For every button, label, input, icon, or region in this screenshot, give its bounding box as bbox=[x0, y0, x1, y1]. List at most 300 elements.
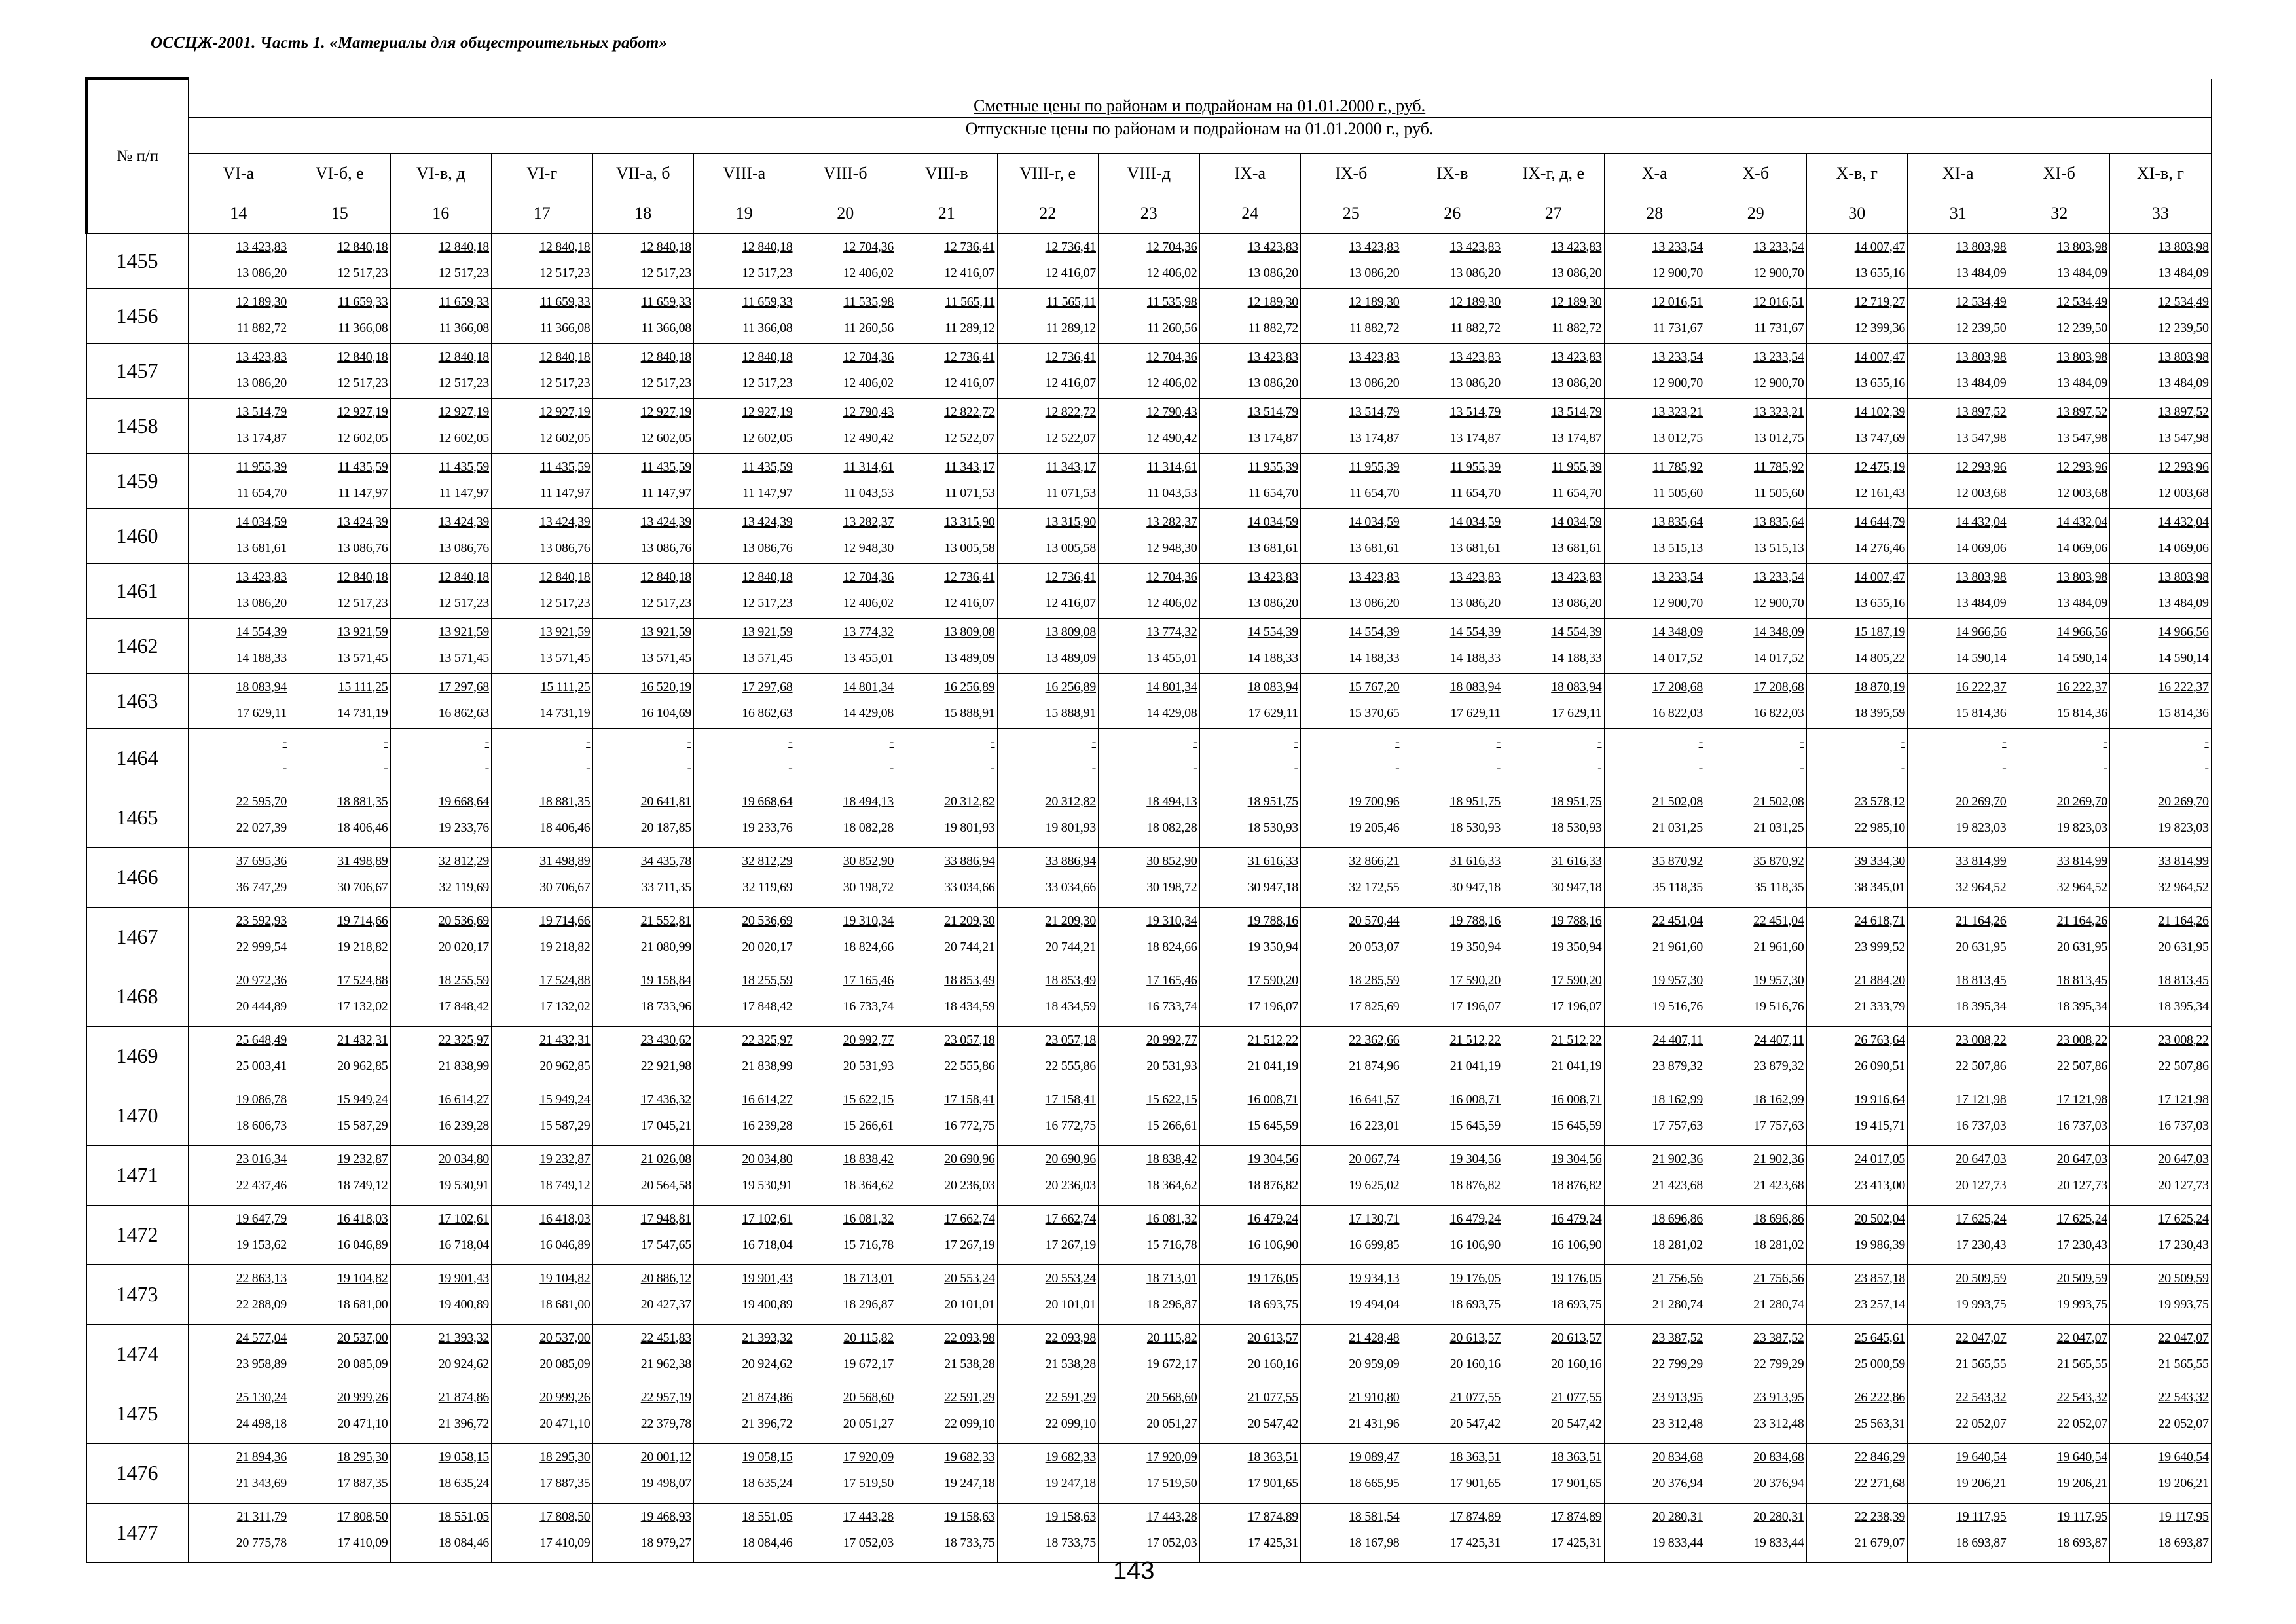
price-cell bbox=[1806, 907, 1908, 967]
release-price: 13 086,20 bbox=[1449, 265, 1501, 280]
column-number: 28 bbox=[1604, 194, 1705, 233]
price-cell bbox=[896, 728, 998, 788]
release-price: 19 247,18 bbox=[944, 1475, 995, 1490]
estimated-price: 24 407,11 bbox=[1652, 1032, 1703, 1047]
table-row bbox=[86, 788, 2211, 847]
estimated-price: 18 083,94 bbox=[236, 679, 287, 694]
release-price: 20 236,03 bbox=[1045, 1177, 1096, 1192]
price-cell bbox=[2110, 1503, 2212, 1562]
estimated-price: - bbox=[2204, 734, 2209, 749]
estimated-price: 14 554,39 bbox=[1551, 624, 1602, 639]
release-price: 12 416,07 bbox=[944, 265, 995, 280]
release-price: - bbox=[889, 760, 894, 775]
estimated-price: 17 625,24 bbox=[2158, 1211, 2209, 1226]
release-price: 18 876,82 bbox=[1449, 1177, 1501, 1192]
release-price: 21 396,72 bbox=[742, 1416, 793, 1431]
estimated-price: 19 640,54 bbox=[2056, 1449, 2107, 1464]
price-cell bbox=[694, 398, 795, 453]
release-price: 12 602,05 bbox=[438, 430, 489, 445]
estimated-price: 13 315,90 bbox=[944, 514, 995, 529]
estimated-price: 24 017,05 bbox=[1854, 1151, 1905, 1166]
estimated-price: 11 659,33 bbox=[337, 294, 388, 309]
price-cell bbox=[1908, 453, 2009, 508]
price-cell bbox=[1806, 453, 1908, 508]
estimated-price: 23 592,93 bbox=[236, 913, 287, 928]
release-price: 19 823,03 bbox=[2158, 820, 2209, 835]
estimated-price: 13 921,59 bbox=[539, 624, 591, 639]
price-cell bbox=[1402, 453, 1503, 508]
estimated-price: 13 423,83 bbox=[1247, 239, 1298, 254]
estimated-price: 12 719,27 bbox=[1854, 294, 1905, 309]
release-price: 12 517,23 bbox=[438, 595, 489, 610]
release-price: 16 106,90 bbox=[1449, 1237, 1501, 1252]
price-cell bbox=[289, 1384, 391, 1443]
estimated-price: 12 736,41 bbox=[944, 239, 995, 254]
estimated-price: 17 208,68 bbox=[1652, 679, 1703, 694]
estimated-price: 13 921,59 bbox=[337, 624, 388, 639]
price-cell bbox=[289, 728, 391, 788]
estimated-price: - bbox=[1800, 734, 1804, 749]
price-cell bbox=[592, 233, 694, 288]
price-cell bbox=[1908, 1205, 2009, 1264]
estimated-price: 33 886,94 bbox=[944, 853, 995, 868]
price-cell bbox=[1806, 788, 1908, 847]
price-cell bbox=[1199, 673, 1301, 728]
release-price: 12 517,23 bbox=[337, 595, 388, 610]
price-cell bbox=[390, 508, 492, 563]
price-cell bbox=[390, 907, 492, 967]
release-price: 13 547,98 bbox=[2158, 430, 2209, 445]
price-cell bbox=[1199, 563, 1301, 618]
price-cell bbox=[2009, 967, 2110, 1026]
estimated-price: - bbox=[484, 734, 489, 749]
price-cell bbox=[896, 563, 998, 618]
row-number: 1466 bbox=[86, 847, 188, 907]
estimated-price: 12 189,30 bbox=[1449, 294, 1501, 309]
release-price: 19 516,76 bbox=[1753, 999, 1804, 1014]
release-price: 12 003,68 bbox=[1956, 485, 2007, 500]
release-price: 12 416,07 bbox=[1045, 595, 1096, 610]
price-cell bbox=[896, 1145, 998, 1205]
price-cell bbox=[592, 1443, 694, 1503]
estimated-price: 33 814,99 bbox=[1956, 853, 2007, 868]
estimated-price: 22 543,32 bbox=[2056, 1390, 2107, 1405]
release-price: 21 431,96 bbox=[1349, 1416, 1400, 1431]
price-cell bbox=[1301, 1086, 1402, 1145]
release-price: 13 681,61 bbox=[1551, 540, 1602, 555]
price-cell bbox=[1908, 1503, 2009, 1562]
row-number: 1469 bbox=[86, 1026, 188, 1086]
price-cell bbox=[1503, 453, 1605, 508]
estimated-price: 19 682,33 bbox=[1045, 1449, 1096, 1464]
estimated-price: 11 565,11 bbox=[1046, 294, 1096, 309]
release-price: 15 716,78 bbox=[843, 1237, 894, 1252]
release-price: 13 484,09 bbox=[2056, 375, 2107, 390]
column-header: X-б bbox=[1705, 153, 1807, 194]
price-cell bbox=[1503, 343, 1605, 398]
price-cell bbox=[997, 967, 1099, 1026]
release-price: 18 606,73 bbox=[236, 1118, 287, 1133]
release-price: 11 654,70 bbox=[1349, 485, 1400, 500]
estimated-price: 15 111,25 bbox=[540, 679, 591, 694]
price-cell bbox=[997, 563, 1099, 618]
estimated-price: 15 949,24 bbox=[539, 1092, 591, 1107]
price-cell bbox=[896, 453, 998, 508]
price-cell bbox=[2009, 1145, 2110, 1205]
price-cell bbox=[1604, 453, 1705, 508]
release-price: 22 271,68 bbox=[1854, 1475, 1905, 1490]
release-price: 17 196,07 bbox=[1449, 999, 1501, 1014]
estimated-price: 14 432,04 bbox=[2056, 514, 2107, 529]
price-cell bbox=[2009, 1503, 2110, 1562]
estimated-price: 11 659,33 bbox=[539, 294, 591, 309]
release-price: 18 749,12 bbox=[337, 1177, 388, 1192]
page-number: 143 bbox=[1113, 1557, 1155, 1585]
estimated-price: 21 077,55 bbox=[1449, 1390, 1501, 1405]
estimated-price: 20 280,31 bbox=[1753, 1509, 1804, 1524]
release-price: 19 206,21 bbox=[2056, 1475, 2107, 1490]
table-row bbox=[86, 967, 2211, 1026]
price-cell bbox=[795, 1384, 896, 1443]
release-price: 12 517,23 bbox=[539, 595, 591, 610]
price-cell bbox=[492, 1026, 593, 1086]
price-cell bbox=[390, 728, 492, 788]
estimated-price: 16 222,37 bbox=[2158, 679, 2209, 694]
release-price: 11 289,12 bbox=[1046, 320, 1096, 335]
release-price: 20 962,85 bbox=[337, 1058, 388, 1073]
estimated-price: 14 432,04 bbox=[1956, 514, 2007, 529]
release-price: 15 645,59 bbox=[1551, 1118, 1602, 1133]
estimated-price: 19 682,33 bbox=[944, 1449, 995, 1464]
price-cell bbox=[1908, 398, 2009, 453]
estimated-price: 13 921,59 bbox=[640, 624, 691, 639]
estimated-price: 20 536,69 bbox=[438, 913, 489, 928]
estimated-price: 11 955,39 bbox=[1551, 459, 1602, 474]
release-price: 13 086,76 bbox=[539, 540, 591, 555]
price-cell bbox=[1301, 233, 1402, 288]
price-cell bbox=[188, 673, 289, 728]
release-price: 16 733,74 bbox=[1146, 999, 1197, 1014]
estimated-price: 18 581,54 bbox=[1349, 1509, 1400, 1524]
estimated-price: 20 536,69 bbox=[742, 913, 793, 928]
estimated-price: 18 838,42 bbox=[1146, 1151, 1197, 1166]
release-price: 21 280,74 bbox=[1753, 1297, 1804, 1312]
release-price: 22 985,10 bbox=[1854, 820, 1905, 835]
estimated-price: 19 700,96 bbox=[1349, 794, 1400, 809]
estimated-price: 21 209,30 bbox=[944, 913, 995, 928]
release-price: - bbox=[1294, 760, 1298, 775]
price-cell bbox=[390, 398, 492, 453]
column-header: VI-б, е bbox=[289, 153, 391, 194]
column-header: VI-г bbox=[492, 153, 593, 194]
estimated-price: 12 840,18 bbox=[337, 239, 388, 254]
price-cell bbox=[694, 453, 795, 508]
estimated-price: 13 423,83 bbox=[1449, 239, 1501, 254]
table-row bbox=[86, 508, 2211, 563]
release-price: 16 106,90 bbox=[1247, 1237, 1298, 1252]
row-number: 1465 bbox=[86, 788, 188, 847]
price-cell bbox=[795, 1026, 896, 1086]
price-cell bbox=[188, 398, 289, 453]
price-cell bbox=[2110, 1443, 2212, 1503]
estimated-price: 17 165,46 bbox=[1146, 972, 1197, 987]
estimated-price: 20 553,24 bbox=[944, 1270, 995, 1285]
estimated-price: 16 614,27 bbox=[742, 1092, 793, 1107]
release-price: 13 681,61 bbox=[1449, 540, 1501, 555]
estimated-price: 16 614,27 bbox=[438, 1092, 489, 1107]
price-cell bbox=[1503, 1324, 1605, 1384]
price-cell bbox=[289, 1086, 391, 1145]
price-cell bbox=[492, 673, 593, 728]
release-price: 12 517,23 bbox=[742, 595, 793, 610]
release-price: 11 366,08 bbox=[439, 320, 489, 335]
estimated-price: 18 881,35 bbox=[337, 794, 388, 809]
estimated-price: 11 435,59 bbox=[439, 459, 489, 474]
price-cell bbox=[390, 847, 492, 907]
price-cell bbox=[2009, 563, 2110, 618]
release-price: 16 718,04 bbox=[742, 1237, 793, 1252]
price-cell bbox=[1908, 343, 2009, 398]
release-price: 11 071,53 bbox=[944, 485, 995, 500]
release-price: 20 471,10 bbox=[337, 1416, 388, 1431]
price-cell bbox=[1908, 1324, 2009, 1384]
release-price: 13 655,16 bbox=[1854, 265, 1905, 280]
release-price: 12 416,07 bbox=[1045, 265, 1096, 280]
release-price: 18 082,28 bbox=[1146, 820, 1197, 835]
estimated-price: 19 304,56 bbox=[1551, 1151, 1602, 1166]
price-cell bbox=[492, 343, 593, 398]
estimated-price: 31 616,33 bbox=[1449, 853, 1501, 868]
estimated-price: 20 034,80 bbox=[742, 1151, 793, 1166]
price-cell bbox=[997, 1443, 1099, 1503]
price-cell bbox=[694, 1145, 795, 1205]
release-price: 12 490,42 bbox=[843, 430, 894, 445]
price-cell bbox=[1402, 233, 1503, 288]
release-price: 22 921,98 bbox=[640, 1058, 691, 1073]
release-price: 19 833,44 bbox=[1753, 1535, 1804, 1550]
price-cell bbox=[1402, 907, 1503, 967]
price-cell bbox=[1705, 1324, 1807, 1384]
column-number: 21 bbox=[896, 194, 998, 233]
price-cell bbox=[1705, 1503, 1807, 1562]
estimated-price: 17 808,50 bbox=[539, 1509, 591, 1524]
release-price: 12 517,23 bbox=[539, 375, 591, 390]
price-cell bbox=[997, 907, 1099, 967]
price-cell bbox=[1199, 233, 1301, 288]
estimated-price: 21 077,55 bbox=[1247, 1390, 1298, 1405]
estimated-price: 11 955,39 bbox=[236, 459, 287, 474]
price-cell bbox=[1705, 907, 1807, 967]
release-price: 22 555,86 bbox=[1045, 1058, 1096, 1073]
release-price: 11 071,53 bbox=[1046, 485, 1096, 500]
release-price: 32 119,69 bbox=[742, 879, 793, 895]
price-cell bbox=[896, 1324, 998, 1384]
estimated-price: 17 443,28 bbox=[843, 1509, 894, 1524]
price-cell bbox=[1604, 563, 1705, 618]
price-cell bbox=[1604, 1384, 1705, 1443]
estimated-price: 17 662,74 bbox=[944, 1211, 995, 1226]
estimated-price: 17 443,28 bbox=[1146, 1509, 1197, 1524]
release-price: 13 086,20 bbox=[236, 375, 287, 390]
price-cell bbox=[592, 343, 694, 398]
price-cell bbox=[1604, 508, 1705, 563]
price-cell bbox=[289, 907, 391, 967]
estimated-price: 17 436,32 bbox=[640, 1092, 691, 1107]
estimated-price: 12 840,18 bbox=[742, 569, 793, 584]
price-cell bbox=[896, 233, 998, 288]
release-price: 14 731,19 bbox=[337, 705, 388, 720]
price-cell bbox=[1503, 398, 1605, 453]
price-cell bbox=[188, 907, 289, 967]
estimated-price: 21 756,56 bbox=[1753, 1270, 1804, 1285]
price-cell bbox=[1908, 1086, 2009, 1145]
estimated-price: 12 840,18 bbox=[438, 569, 489, 584]
estimated-price: 17 874,89 bbox=[1551, 1509, 1602, 1524]
price-cell bbox=[1908, 1384, 2009, 1443]
price-cell bbox=[1604, 788, 1705, 847]
estimated-price: 22 863,13 bbox=[236, 1270, 287, 1285]
price-cell bbox=[694, 967, 795, 1026]
estimated-price: 18 696,86 bbox=[1652, 1211, 1703, 1226]
estimated-price: 18 551,05 bbox=[742, 1509, 793, 1524]
estimated-price: 13 514,79 bbox=[236, 404, 287, 419]
price-cell bbox=[1199, 1264, 1301, 1324]
estimated-price: 19 104,82 bbox=[337, 1270, 388, 1285]
release-price: 15 814,36 bbox=[1956, 705, 2007, 720]
price-cell bbox=[289, 1205, 391, 1264]
estimated-price: 13 803,98 bbox=[2056, 349, 2107, 364]
price-cell bbox=[1503, 563, 1605, 618]
release-price: 12 602,05 bbox=[640, 430, 691, 445]
release-price: 20 547,42 bbox=[1449, 1416, 1501, 1431]
column-number: 16 bbox=[390, 194, 492, 233]
row-number: 1470 bbox=[86, 1086, 188, 1145]
estimated-price: 15 949,24 bbox=[337, 1092, 388, 1107]
release-price: 12 517,23 bbox=[438, 265, 489, 280]
release-price: 20 127,73 bbox=[1956, 1177, 2007, 1192]
estimated-price: 20 570,44 bbox=[1349, 913, 1400, 928]
estimated-price: 23 008,22 bbox=[2158, 1032, 2209, 1047]
release-price: 19 218,82 bbox=[337, 939, 388, 954]
estimated-price: 16 222,37 bbox=[2056, 679, 2107, 694]
price-cell bbox=[1604, 967, 1705, 1026]
price-cell bbox=[1503, 1264, 1605, 1324]
estimated-price: 12 189,30 bbox=[236, 294, 287, 309]
release-price: 21 031,25 bbox=[1753, 820, 1804, 835]
estimated-price: 18 813,45 bbox=[2056, 972, 2107, 987]
release-price: 17 230,43 bbox=[1956, 1237, 2007, 1252]
column-header: VIII-в bbox=[896, 153, 998, 194]
release-price: 18 693,75 bbox=[1449, 1297, 1501, 1312]
release-price: 13 484,09 bbox=[1956, 265, 2007, 280]
estimated-price: 13 774,32 bbox=[1146, 624, 1197, 639]
price-cell bbox=[795, 673, 896, 728]
release-price: 13 005,58 bbox=[1045, 540, 1096, 555]
release-price: 19 350,94 bbox=[1449, 939, 1501, 954]
release-price: 19 400,89 bbox=[742, 1297, 793, 1312]
release-price: 19 833,44 bbox=[1652, 1535, 1703, 1550]
estimated-price: 22 595,70 bbox=[236, 794, 287, 809]
release-price: 17 757,63 bbox=[1652, 1118, 1703, 1133]
estimated-price: 15 111,25 bbox=[338, 679, 388, 694]
estimated-price: 21 209,30 bbox=[1045, 913, 1096, 928]
estimated-price: 12 840,18 bbox=[640, 569, 691, 584]
estimated-price: 19 916,64 bbox=[1854, 1092, 1905, 1107]
estimated-price: 12 736,41 bbox=[1045, 569, 1096, 584]
price-cell bbox=[1301, 398, 1402, 453]
price-cell bbox=[592, 1324, 694, 1384]
estimated-price: 14 801,34 bbox=[843, 679, 894, 694]
estimated-price: 12 840,18 bbox=[539, 239, 591, 254]
price-cell bbox=[1503, 618, 1605, 673]
price-cell bbox=[1199, 1026, 1301, 1086]
estimated-price: 12 840,18 bbox=[337, 569, 388, 584]
estimated-price: 11 659,33 bbox=[641, 294, 691, 309]
estimated-price: 17 920,09 bbox=[1146, 1449, 1197, 1464]
estimated-price: 12 189,30 bbox=[1551, 294, 1602, 309]
column-header: VI-в, д bbox=[390, 153, 492, 194]
price-cell bbox=[188, 1086, 289, 1145]
release-price: 19 993,75 bbox=[1956, 1297, 2007, 1312]
estimated-price: 21 502,08 bbox=[1753, 794, 1804, 809]
release-price: 22 555,86 bbox=[944, 1058, 995, 1073]
row-number: 1471 bbox=[86, 1145, 188, 1205]
release-price: 13 484,09 bbox=[2158, 265, 2209, 280]
price-cell bbox=[1705, 1264, 1807, 1324]
release-price: 17 267,19 bbox=[1045, 1237, 1096, 1252]
release-price: 19 672,17 bbox=[1146, 1356, 1197, 1371]
release-price: 17 410,09 bbox=[539, 1535, 591, 1550]
release-price: 15 370,65 bbox=[1349, 705, 1400, 720]
release-price: 12 517,23 bbox=[640, 375, 691, 390]
release-price: 19 530,91 bbox=[438, 1177, 489, 1192]
release-price: 13 086,20 bbox=[236, 595, 287, 610]
column-number: 33 bbox=[2110, 194, 2212, 233]
release-price: 18 530,93 bbox=[1247, 820, 1298, 835]
estimated-price: 25 130,24 bbox=[236, 1390, 287, 1405]
price-cell bbox=[289, 1503, 391, 1562]
release-price: 17 045,21 bbox=[640, 1118, 691, 1133]
release-price: 13 484,09 bbox=[2056, 265, 2107, 280]
estimated-price: 14 007,47 bbox=[1854, 349, 1905, 364]
table-row bbox=[86, 1264, 2211, 1324]
release-price: 13 012,75 bbox=[1753, 430, 1804, 445]
price-cell bbox=[1402, 343, 1503, 398]
price-cell bbox=[2009, 453, 2110, 508]
price-cell bbox=[2110, 1384, 2212, 1443]
price-cell bbox=[1806, 1384, 1908, 1443]
release-price: 13 489,09 bbox=[944, 650, 995, 665]
estimated-price: 18 870,19 bbox=[1854, 679, 1905, 694]
estimated-price: 12 840,18 bbox=[640, 239, 691, 254]
price-cell bbox=[1705, 233, 1807, 288]
estimated-price: 12 840,18 bbox=[438, 349, 489, 364]
estimated-price: 14 348,09 bbox=[1753, 624, 1804, 639]
price-cell bbox=[1301, 1443, 1402, 1503]
price-cell bbox=[390, 618, 492, 673]
release-price: 24 498,18 bbox=[236, 1416, 287, 1431]
release-price: 11 882,72 bbox=[1248, 320, 1298, 335]
price-cell bbox=[694, 1205, 795, 1264]
estimated-price: 22 047,07 bbox=[2158, 1330, 2209, 1345]
estimated-price: 13 803,98 bbox=[1956, 349, 2007, 364]
price-cell bbox=[1503, 1443, 1605, 1503]
release-price: 18 406,46 bbox=[337, 820, 388, 835]
release-price: 12 406,02 bbox=[1146, 375, 1197, 390]
release-price: 19 350,94 bbox=[1551, 939, 1602, 954]
estimated-price: 17 102,61 bbox=[742, 1211, 793, 1226]
release-price: 32 119,69 bbox=[439, 879, 489, 895]
